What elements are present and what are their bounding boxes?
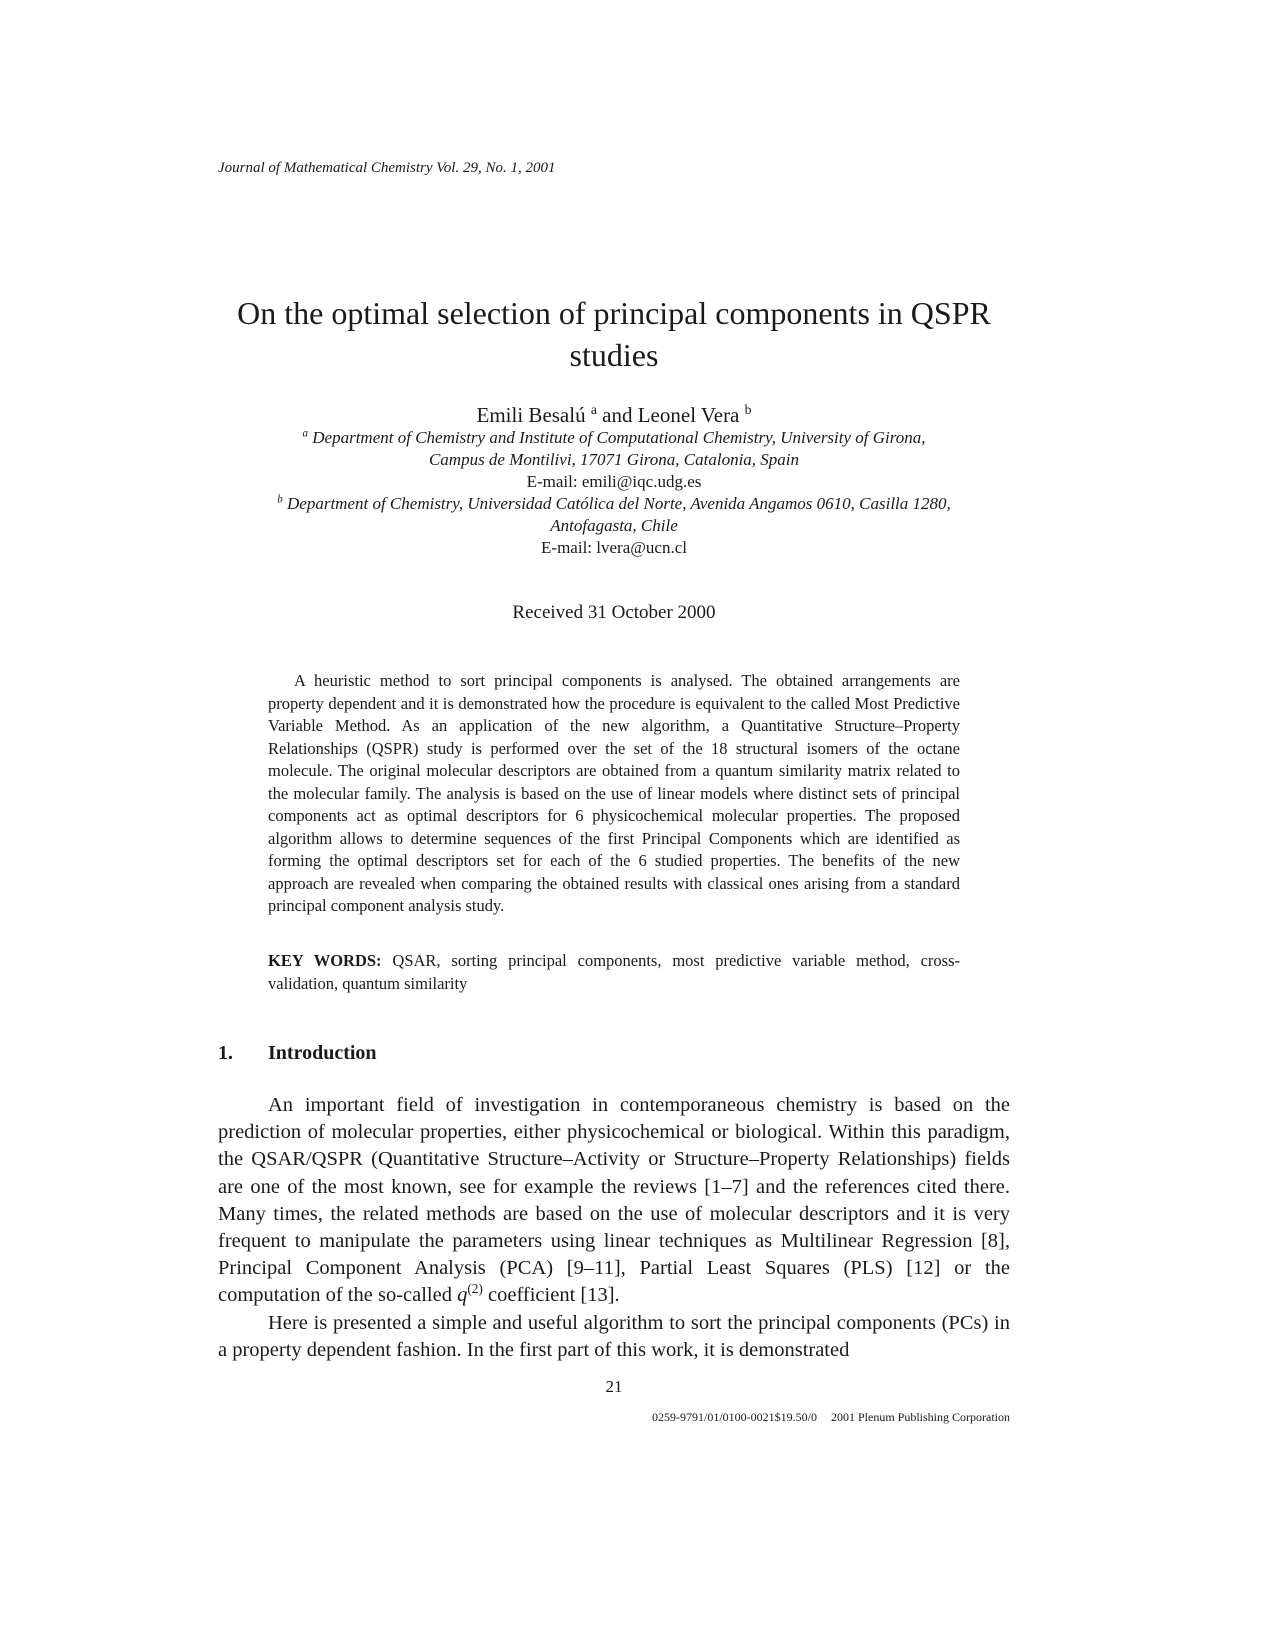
keywords-label: KEY WORDS: (268, 951, 382, 970)
author-1: Emili Besalú (476, 403, 586, 427)
affil-b-line-2: Antofagasta, Chile (550, 516, 678, 535)
title-line-2: studies (569, 337, 659, 373)
footer-code: 0259-9791/01/0100-0021$19.50/0 (651, 1410, 817, 1424)
author-2-affil-mark: b (744, 401, 752, 417)
intro-p1-text: An important field of investigation in contemporaneous chemistry is based on the prediction of molecular properties, either physicochemical or biological. Within this paradigm, the QSAR/QSPR (Quantitative Structure–Activity or Structure–Property Relationships) fields are one of the most known, see for example the reviews [1–7] and the references cited there. Many times, the related methods are based on the use of molecular descriptors and it is very frequent to manipulate the parameters using linear techniques as Multilinear Regression [8], Principal Component Analysis (PCA) [9–11], Partial Least Squares (PLS) [12] or the computation of the so-called (218, 1094, 1010, 1307)
keywords (268, 950, 960, 995)
page-number: 21 (605, 1377, 623, 1396)
received-date: Received 31 October 2000 (512, 602, 716, 623)
footer-publisher: 2001 Plenum Publishing Corporation (830, 1410, 1010, 1424)
affil-b-line-1: Department of Chemistry, Universidad Católica del Norte, Avenida Angamos 0610, Casilla 1280, (287, 494, 951, 513)
paper-title (218, 292, 1010, 376)
copyright-footer (652, 1410, 1010, 1425)
journal-header: Journal of Mathematical Chemistry Vol. 29, No. 1, 2001 (218, 160, 556, 176)
section-number: 1. (218, 1042, 233, 1064)
q-symbol: q (457, 1284, 468, 1307)
affil-a-line-1: Department of Chemistry and Institute of Computational Chemistry, University of Girona, (312, 428, 926, 447)
affiliation-a (218, 427, 1010, 493)
affil-a-line-2: Campus de Montilivi, 17071 Girona, Catalonia, Spain (428, 450, 800, 469)
abstract: A heuristic method to sort principal components is analysed. The obtained arrangements are property dependent and it is demonstrated how the procedure is equivalent to the called Most Predictive Variable Method. As an application of the new algorithm, a Quantitative Structure–Property Relationships (QSPR) study is performed over the set of the 18 structural isomers of the octane molecule. The original molecular descriptors are obtained from a quantum similarity matrix related to the molecular family. The analysis is based on the use of linear models where distinct sets of principal components act as optimal descriptors for 6 physicochemical molecular properties. The proposed algorithm allows to determine sequences of the first Principal Components which are identified as forming the optimal descriptors set for each of the 6 studied properties. The benefits of the new approach are revealed when comparing the obtained results with classical ones arising from a standard principal component analysis study. (268, 671, 960, 915)
keywords-text: QSAR, sorting principal components, most predictive variable method, cross-validation, quantum similarity (268, 951, 961, 993)
affil-b-mark: b (277, 493, 283, 506)
intro-paragraph-2: Here is presented a simple and useful algorithm to sort the principal components (PCs) in a property dependent fashion. In the first part of this work, it is demonstrated (218, 1311, 1010, 1361)
q-superscript: (2) (467, 1281, 483, 1297)
affil-b-email: E-mail: lvera@ucn.cl (541, 538, 687, 557)
affiliation-b (218, 493, 1010, 559)
author-2: Leonel Vera (637, 403, 740, 427)
intro-p1-end: coefficient [13]. (488, 1284, 620, 1307)
author-1-affil-mark: a (590, 401, 597, 417)
intro-paragraph-1 (218, 1092, 1010, 1310)
author-connector: and (602, 403, 633, 427)
author-list (218, 403, 1010, 428)
affil-a-email: E-mail: emili@iqc.udg.es (526, 472, 702, 491)
section-title: Introduction (268, 1042, 377, 1064)
introduction-body (218, 1092, 1010, 1364)
affil-a-mark: a (302, 427, 309, 440)
title-line-1: On the optimal selection of principal components in QSPR (237, 295, 991, 331)
section-heading-introduction (218, 1042, 377, 1065)
